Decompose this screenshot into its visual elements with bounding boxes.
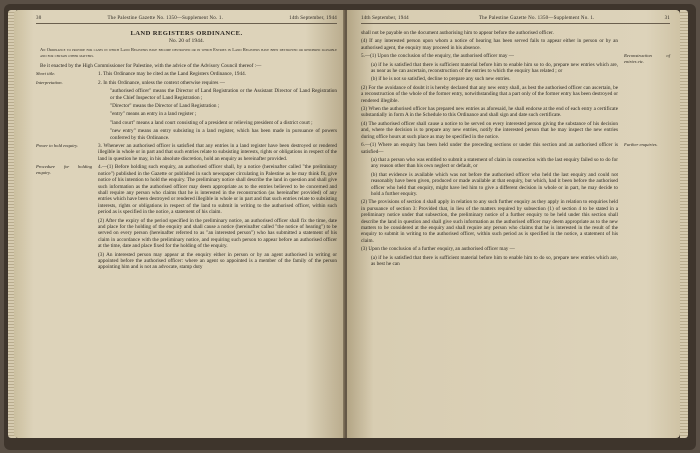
section-text: (2) The provisions of section 4 shall apply in relation to any such further enquiry as they apply in relation to enquiries held in pursuance of section 3: Provided that, in lieu of the matters required by subsection (1) of section 4 to be stated in a preliminary notice under that subsection, the preliminary notice of a further enquiry to be held under this section shall describe the land in question and shall give such information as the authorised officer may deem appropriate as to the new matters to be considered at the enquiry and shall require any person who claims that he is interested in the result of the enquiry to submit in writing to the authorised officer, within such period as is specified in the notice, a statement of his claim. [361,199,618,244]
section-paragraph [371,62,618,75]
section-paragraph [371,76,618,82]
marginal-note: Interpretation. [36,79,63,85]
section-paragraph [371,255,618,268]
marginal-note: Power to hold enquiry. [36,143,79,149]
section-text: (2) After the expiry of the period specified in the preliminary notice, an authorised officer shall fix the time, date and place for the holding of the enquiry and shall cause a notice (hereinafter called "the notice of hearing") to be served on every person (hereinafter referred to as "an interested person") who has submitted a statement of his claim in accordance with the preliminary notice, and requiring such person to appear before an authorised officer at the time, date and place fixed for the holding of the enquiry. [98,217,337,250]
section-paragraph [371,157,618,170]
section-paragraph [36,143,337,162]
left-running-header [36,16,337,24]
left-gazette-name: The Palestine Gazette No. 1350—Supplement No. 1. [107,16,224,21]
marginal-note: Reconstruction of entries etc. [624,53,670,64]
enacting-formula: Be it enacted by the High Commissioner for Palestine, with the advice of the Advisory Council thereof :— [40,63,262,69]
right-paragraphs [361,30,670,267]
section-text: (a) if he is satisfied that there is sufficient material before him to enable him so to do, prepare new entries which are, as near as he can ascertain, reconstruction of the entries to which the enquiry has related ; or [371,61,618,75]
section-paragraph [98,252,337,271]
ordinance-title: LAND REGISTERS ORDINANCE. [130,30,243,37]
section-paragraph [361,121,618,140]
section-paragraph [361,199,618,244]
section-paragraph [361,85,618,104]
marginal-note: Short title. [36,71,56,77]
left-header-date: 14th September, 1944 [289,16,337,21]
section-text: 5.—(1) Upon the conclusion of the enquiry, the authorised officer may — [361,53,514,60]
section-text: (3) Upon the conclusion of a further enquiry, an authorised officer may — [361,246,515,253]
left-sections [36,71,337,270]
section-text: 2. In this Ordinance, unless the context otherwise requires — [98,79,225,86]
section-paragraph [361,53,670,64]
section-paragraph [361,30,618,36]
left-page [14,10,345,438]
right-gazette-name: The Palestine Gazette No. 1350—Supplement No. 1. [478,16,595,21]
section-text: "entry" means an entry in a land register ; [110,111,197,118]
section-text: 6.—(1) Where an enquiry has been held under the preceding sections or under this section and an authorised officer is satisfied— [361,142,618,155]
section-paragraph [110,111,337,117]
section-paragraph [110,120,337,126]
section-text: (2) For the avoidance of doubt it is hereby declared that any new entry shall, as best the authorised officer can ascertain, be a reconstruction of the whole of the former entry, notwithstanding that a part only of the former entry has been destroyed or rendered illegible. [361,84,618,104]
section-text: 3. Whenever an authorised officer is satisfied that any entries in a land register have been destroyed or rendered illegible in whole or in part and that such entries relate to subsisting interests, rights or obligations in respect of the land in question he may, in his absolute discretion, hold an enquiry as hereinafter provided. [98,143,337,162]
right-page-edges [680,10,688,438]
section-text: "land court" means a land court consisting of a president or relieving president of a district court ; [110,119,313,126]
section-paragraph [98,218,337,250]
section-text: (b) that evidence is available which was not before the authorised officer who held the last enquiry and could not reasonably have been given, produced or made available at that enquiry, but which, had it been before the authorised officer who held that enquiry, might have led him to give a different decision in whole or in part, he may decide to hold a further enquiry. [371,171,618,197]
section-paragraph [361,246,618,252]
section-paragraph [361,38,618,51]
section-paragraph [371,172,618,198]
marginal-note: Further enquiries. [624,142,658,148]
section-text: (b) if he is not so satisfied, decline to prepare any such new entries. [371,76,511,83]
ordinance-caption: An Ordinance to provide for cases in which Land Registers have become destroyed or in which Entries in Land Registers have been destroyed or rendered illegible and for certain other matters. [40,47,337,58]
left-page-number: 30 [36,16,42,21]
section-text: "Director" means the Director of Land Registration ; [110,103,220,110]
section-paragraph [36,164,337,216]
section-text: "new entry" means an entry subsisting in a land register, which has been made in pursuance of powers conferred by this Ordinance. [110,128,337,141]
section-paragraph [110,88,337,101]
section-text: shall not be payable on the document authorising him to appear before the authorised officer. [361,30,554,36]
section-text: (a) that a person who was entitled to submit a statement of claim in connection with the last enquiry failed so to do for any reason other than his own neglect or default, or [371,156,618,170]
section-paragraph [361,142,658,155]
section-paragraph [36,71,337,78]
section-paragraph [361,106,618,119]
section-paragraph [110,103,337,109]
section-text: (3) An interested person may appear at the enquiry either in person or by an agent authorised in writing or appointed before the authorised officer: where an agent so appointed is a member of the family of the person appointing him and is not an advocate, stamp duty [98,251,337,271]
section-paragraph [110,128,337,141]
right-running-header [361,16,670,24]
section-text: (4) The authorised officer shall cause a notice to be served on every interested person giving the substance of his decision and, where the decision is to prepare any new entries, notify the interested person that he may inspect the new entries during office hours at such place as may be specified in the notice. [361,120,618,140]
ordinance-number: No. 20 of 1944. [168,38,205,44]
section-text: (a) if he is satisfied that there is sufficient material before him to enable him to do so, prepare new entries which are, as best he can [371,254,618,267]
section-text: (4) If any interested person upon whom a notice of hearing has been served fails to appear either in person or by an authorised agent, the enquiry may proceed in his absence. [361,38,618,51]
section-text: 4.—(1) Before holding such enquiry, an authorised officer shall, by a notice (hereinafter called "the preliminary notice") published in the Gazette or published in such newspaper circulating in Palestine as he may think fit, give notice of his intention to hold the enquiry. The preliminary notice shall describe the land in question and shall give such information as the authorised officer may deem appropriate as to the entries believed to be concerned and shall require any person who claims that he is interested in the reconstruction (as hereinafter provided) of any entries which have been destroyed or rendered illegible in whole or in part and that such entries relate to subsisting interests, rights or obligations in respect of the land to submit in writing to the authorised officer, within such period as is specified in the notice, a statement of his claim. [98,164,337,216]
right-page-number: 31 [664,16,670,21]
section-text: "authorised officer" means the Director of Land Registration or the Assistant Director of Land Registration or the Chief Inspector of Land Registration ; [110,88,337,101]
marginal-note: Procedure for holding enquiry. [36,164,92,175]
section-text: (3) When the authorised officer has prepared new entries as aforesaid, he shall endorse at the end of each entry a certificate substantially in form A in the Schedule to this Ordinance and shall sign and date such certificate. [361,106,618,119]
section-text: 1. This Ordinance may be cited as the Land Registers Ordinance, 1944. [98,71,246,78]
right-header-date: 14th September, 1944 [361,16,409,21]
section-paragraph [36,79,337,86]
right-page [347,10,680,438]
